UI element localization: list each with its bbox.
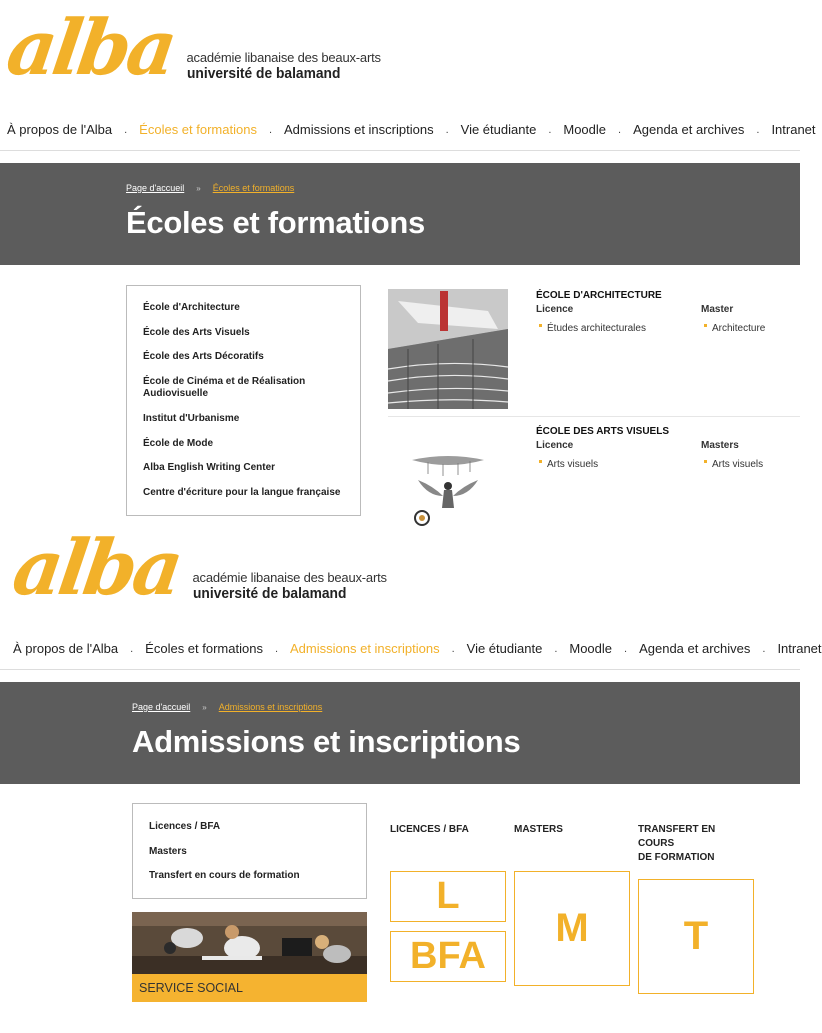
- nav-item-admissions[interactable]: Admissions et inscriptions: [290, 641, 440, 656]
- licences-column-head: [390, 823, 469, 837]
- menu-item-visual-arts[interactable]: École des Arts Visuels: [143, 327, 250, 338]
- nav-separator: .: [268, 123, 273, 136]
- breadcrumb-separator: »: [202, 702, 207, 712]
- nav-item-student-life[interactable]: Vie étudiante: [460, 122, 537, 137]
- head-line: TRANSFERT EN: [638, 824, 716, 835]
- head-line: DE FORMATION: [638, 852, 715, 863]
- nav-separator: .: [554, 642, 558, 655]
- bullet-icon: [704, 460, 707, 463]
- page-title: Admissions et inscriptions: [132, 724, 521, 759]
- logo-line-2: université de balamand: [192, 585, 346, 602]
- program-link[interactable]: [704, 323, 765, 334]
- service-social-card[interactable]: [132, 912, 367, 1002]
- nav-separator: .: [445, 123, 449, 136]
- head-line: COURS: [638, 838, 675, 849]
- nav-separator: .: [756, 123, 760, 136]
- breadcrumb: [132, 702, 322, 712]
- nav-item-moodle[interactable]: Moodle: [569, 641, 613, 656]
- service-social-label: SERVICE SOCIAL: [132, 974, 367, 1002]
- logo-line-2: université de balamand: [186, 65, 340, 82]
- logo-text: [187, 50, 381, 82]
- logo-mark: alba: [7, 523, 185, 612]
- masters-column-head: [514, 823, 563, 837]
- program-label: Études architecturales: [547, 323, 646, 334]
- row-divider: [388, 416, 800, 417]
- column-head-masters: Masters: [701, 440, 739, 451]
- licence-box[interactable]: L: [390, 871, 506, 922]
- menu-item-english-writing[interactable]: Alba English Writing Center: [143, 462, 276, 473]
- admissions-page: [0, 520, 822, 1033]
- transfer-box[interactable]: T: [638, 879, 754, 994]
- breadcrumb-home-link[interactable]: Page d'accueil: [132, 702, 191, 712]
- nav-separator: .: [130, 642, 134, 655]
- menu-item-decorative-arts[interactable]: École des Arts Décoratifs: [143, 351, 264, 362]
- menu-item-architecture[interactable]: École d'Architecture: [143, 302, 240, 313]
- breadcrumb-current-link[interactable]: Admissions et inscriptions: [218, 702, 323, 712]
- nav-separator: .: [451, 642, 455, 655]
- nav-item-student-life[interactable]: Vie étudiante: [466, 641, 543, 656]
- nav-item-agenda[interactable]: Agenda et archives: [633, 122, 745, 137]
- nav-separator: .: [274, 642, 279, 655]
- visual-arts-illustration: [398, 430, 498, 530]
- nav-item-intranet[interactable]: Intranet: [771, 122, 816, 137]
- menu-item-cinema[interactable]: École de Cinéma et de Réalisation Audiovisuelle: [143, 376, 306, 399]
- main-nav: [7, 122, 816, 137]
- menu-item-fashion[interactable]: École de Mode: [143, 438, 214, 449]
- breadcrumb-current-link[interactable]: Écoles et formations: [212, 183, 295, 193]
- column-head-licence: Licence: [536, 440, 574, 451]
- visual-arts-photo[interactable]: [398, 430, 498, 530]
- architecture-illustration: [388, 289, 508, 409]
- nav-item-moodle[interactable]: Moodle: [563, 122, 607, 137]
- nav-separator: .: [762, 642, 766, 655]
- architecture-photo[interactable]: [388, 289, 508, 409]
- program-label: Arts visuels: [712, 459, 764, 470]
- breadcrumb-separator: »: [196, 183, 201, 193]
- schools-menu: [126, 285, 361, 516]
- nav-item-schools[interactable]: Écoles et formations: [139, 122, 257, 137]
- head-line: LICENCES / BFA: [390, 824, 469, 835]
- main-nav: [13, 641, 822, 656]
- bullet-icon: [539, 324, 542, 327]
- column-head-master: Master: [701, 304, 734, 315]
- menu-item-masters[interactable]: Masters: [149, 846, 187, 857]
- logo-text: [193, 570, 387, 602]
- nav-item-about[interactable]: À propos de l'Alba: [13, 641, 119, 656]
- program-label: Arts visuels: [547, 459, 599, 470]
- menu-item-transfer[interactable]: Transfert en cours de formation: [149, 870, 300, 881]
- site-logo[interactable]: [7, 523, 387, 612]
- menu-item-licences[interactable]: Licences / BFA: [149, 821, 221, 832]
- transfer-column-head: [638, 823, 715, 865]
- program-label: Architecture: [712, 323, 766, 334]
- logo-mark: alba: [1, 3, 179, 92]
- logo-line-1: académie libanaise des beaux-arts: [186, 50, 381, 65]
- admissions-menu: [132, 803, 367, 899]
- nav-separator: .: [624, 642, 628, 655]
- students-photo: [132, 912, 367, 974]
- nav-item-agenda[interactable]: Agenda et archives: [639, 641, 751, 656]
- nav-separator: .: [618, 123, 622, 136]
- nav-divider: [0, 669, 800, 670]
- bullet-icon: [704, 324, 707, 327]
- site-logo[interactable]: [1, 3, 381, 92]
- nav-item-schools[interactable]: Écoles et formations: [145, 641, 263, 656]
- menu-item-urbanism[interactable]: Institut d'Urbanisme: [143, 413, 240, 424]
- menu-item-french-writing[interactable]: Centre d'écriture pour la langue française: [143, 487, 341, 498]
- page-title: Écoles et formations: [126, 205, 425, 240]
- school-title-architecture[interactable]: ÉCOLE D'ARCHITECTURE: [536, 290, 662, 301]
- page-hero: [0, 682, 800, 784]
- nav-item-intranet[interactable]: Intranet: [777, 641, 822, 656]
- logo-line-1: académie libanaise des beaux-arts: [192, 570, 387, 585]
- breadcrumb-home-link[interactable]: Page d'accueil: [126, 183, 185, 193]
- nav-item-about[interactable]: À propos de l'Alba: [7, 122, 113, 137]
- page-hero: [0, 163, 800, 265]
- bfa-box[interactable]: BFA: [390, 931, 506, 982]
- column-head-licence: Licence: [536, 304, 574, 315]
- nav-divider: [0, 150, 800, 151]
- head-line: MASTERS: [514, 824, 563, 835]
- program-link[interactable]: [704, 459, 763, 470]
- masters-box[interactable]: M: [514, 871, 630, 986]
- breadcrumb: [126, 183, 294, 193]
- nav-separator: .: [548, 123, 552, 136]
- program-link[interactable]: [539, 323, 646, 334]
- nav-separator: .: [124, 123, 128, 136]
- program-link[interactable]: [539, 459, 598, 470]
- school-title-visual-arts[interactable]: ÉCOLE DES ARTS VISUELS: [536, 426, 669, 437]
- nav-item-admissions[interactable]: Admissions et inscriptions: [284, 122, 434, 137]
- bullet-icon: [539, 460, 542, 463]
